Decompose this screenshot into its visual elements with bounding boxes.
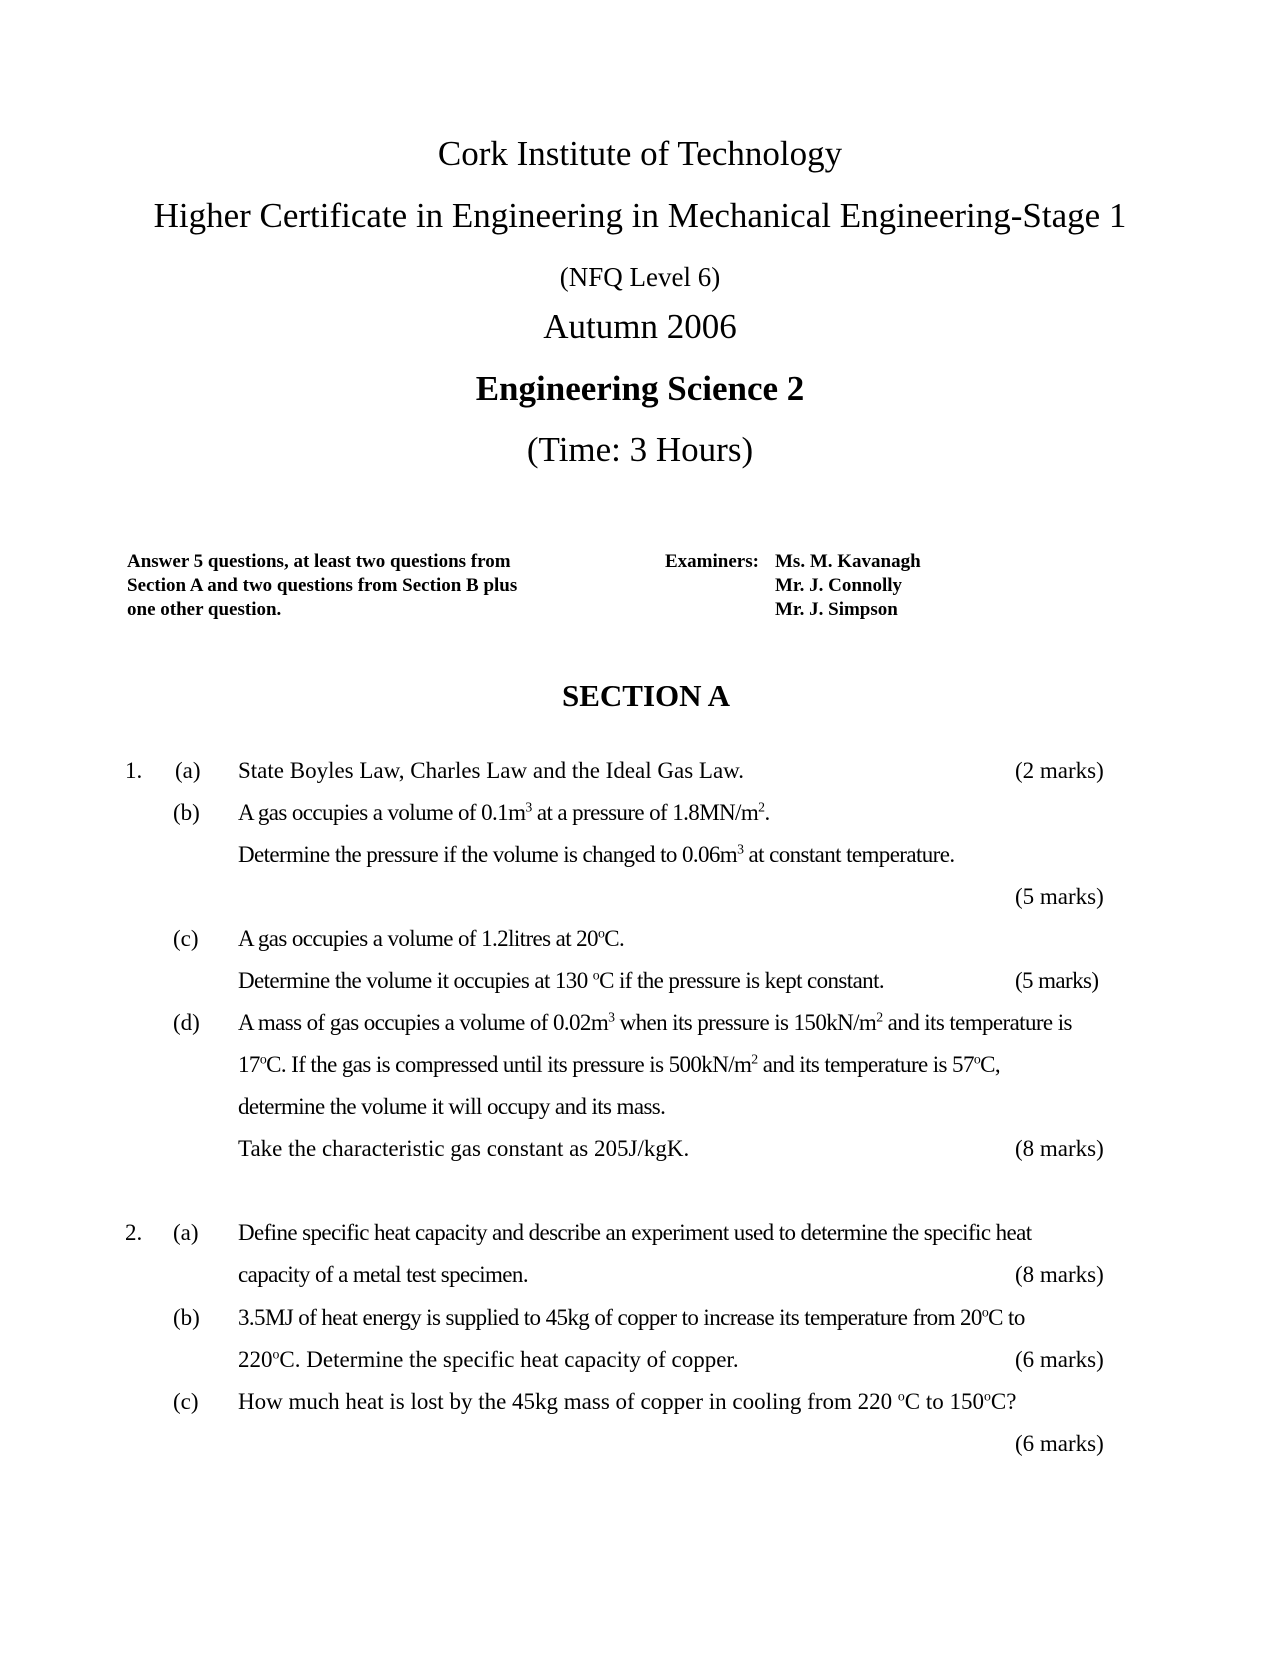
examiners-label: Examiners: — [665, 551, 759, 572]
nfq-level: (NFQ Level 6) — [559, 262, 721, 292]
marks: (5 marks) — [1015, 884, 1104, 909]
question-text: Take the characteristic gas constant as 205J/kgK. — [238, 1136, 690, 1161]
institute-name: Cork Institute of Technology — [437, 134, 843, 173]
marks: (6 marks) — [1015, 1431, 1104, 1456]
part-label: (c) — [173, 926, 199, 951]
marks: (6 marks) — [1015, 1347, 1104, 1372]
examiners-list — [775, 550, 921, 622]
marks: (2 marks) — [1015, 758, 1104, 783]
marks: (5 marks) — [1015, 968, 1099, 993]
question-number: 1. — [125, 758, 143, 783]
examiner-name: Ms. M. Kavanagh — [775, 551, 921, 572]
programme-title: Higher Certificate in Engineering in Mechanical Engineering-Stage 1 — [153, 196, 1127, 235]
instruction-line: one other question. — [127, 599, 282, 620]
question-text: determine the volume it will occupy and its mass. — [238, 1094, 666, 1119]
question-text: Define specific heat capacity and describe an experiment used to determine the specific heat — [238, 1220, 1032, 1245]
question-text: 220$^o$C. Determine the specific heat capacity of copper. — [238, 1346, 739, 1372]
question-text: 17$^o$C. If the gas is compressed until its pressure is $500kN/m^2$ and its temperature is 57$^o$C, — [238, 1051, 1001, 1077]
question-text: A gas occupies a volume of 1.2litres at 20$^o$C. — [238, 925, 625, 951]
question-number: 2. — [125, 1220, 143, 1245]
part-label: (a) — [175, 758, 201, 783]
part-label: (b) — [173, 1305, 200, 1330]
question-text: Determine the pressure if the volume is changed to $0.06m^3$ at constant temperature. — [238, 841, 955, 867]
exam-duration: (Time: 3 Hours) — [526, 430, 754, 469]
exam-session: Autumn 2006 — [543, 307, 737, 346]
question-text: Determine the volume it occupies at 130 $^o$C if the pressure is kept constant. — [238, 967, 885, 993]
examiner-name: Mr. J. Simpson — [775, 599, 898, 620]
section-title: SECTION A — [562, 678, 730, 713]
marks: (8 marks) — [1015, 1262, 1104, 1287]
part-label: (d) — [173, 1010, 200, 1035]
marks: (8 marks) — [1015, 1136, 1104, 1161]
instruction-line: Answer 5 questions, at least two questions from — [127, 551, 511, 572]
part-label: (a) — [173, 1220, 199, 1245]
instructions — [127, 550, 517, 622]
question-text: capacity of a metal test specimen. — [238, 1262, 528, 1287]
question-text: A gas occupies a volume of $0.1m^3$ at a pressure of $1.8MN/m^2$. — [238, 799, 770, 825]
part-label: (b) — [173, 800, 200, 825]
question-text: State Boyles Law, Charles Law and the Ideal Gas Law. — [238, 758, 745, 783]
subject-title: Engineering Science 2 — [475, 369, 805, 408]
question-text: 3.5MJ of heat energy is supplied to 45kg of copper to increase its temperature from 20$^o$C to — [238, 1304, 1025, 1330]
examiner-name: Mr. J. Connolly — [775, 575, 903, 596]
instruction-line: Section A and two questions from Section B plus — [127, 575, 518, 596]
part-label: (c) — [173, 1389, 199, 1414]
question-text: A mass of gas occupies a volume of $0.02m^3$ when its pressure is $150kN/m^2$ and its temperature is — [238, 1009, 1072, 1035]
question-text: How much heat is lost by the 45kg mass of copper in cooling from 220 $^o$C to 150$^o$C? — [238, 1388, 1017, 1414]
